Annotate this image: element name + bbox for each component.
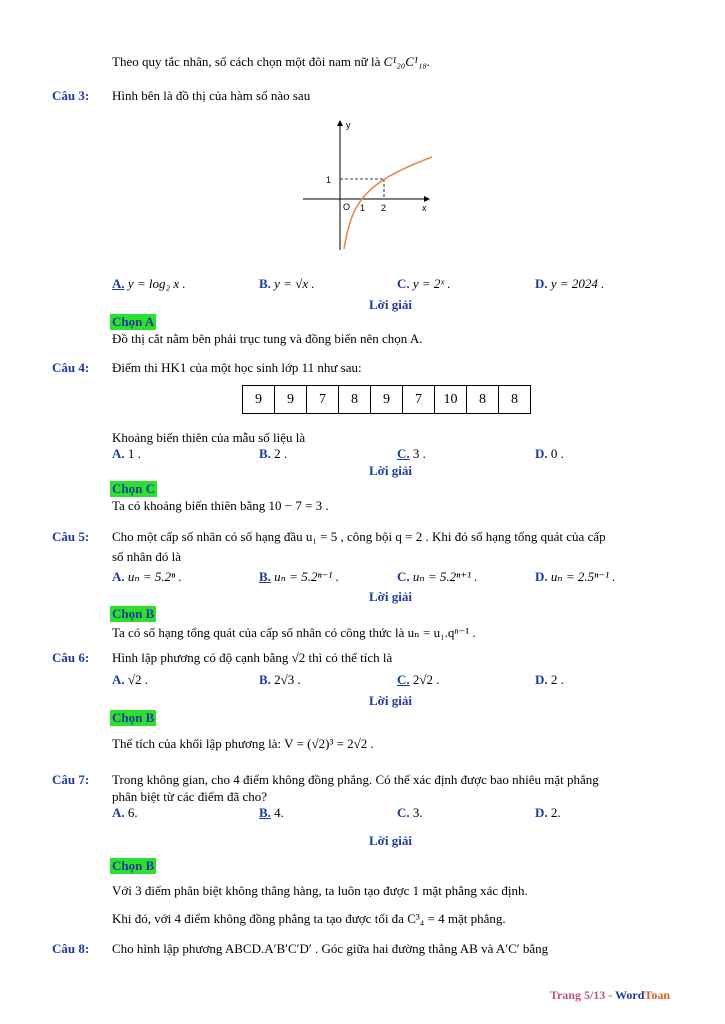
q6-solution-title: Lời giải <box>369 693 412 708</box>
q3-option-d: D. y = 2024 . <box>535 276 605 291</box>
score-cell: 8 <box>499 386 531 414</box>
q5-text-line2: số nhân đó là <box>112 549 181 564</box>
x-axis-label: x <box>422 203 427 213</box>
q4-explanation: Ta có khoảng biến thiên bằng 10 − 7 = 3 . <box>112 498 329 513</box>
score-cell: 10 <box>435 386 467 414</box>
q5-label: Câu 5: <box>52 529 90 544</box>
q6-option-b: B. 2√3 . <box>259 672 301 687</box>
q3-answer: Chọn A <box>112 314 155 329</box>
score-cell: 7 <box>403 386 435 414</box>
q7-label: Câu 7: <box>52 772 90 787</box>
score-cell: 7 <box>307 386 339 414</box>
q5-answer: Chọn B <box>112 606 155 621</box>
q7-option-c: C. 3. <box>397 805 423 820</box>
q8-label: Câu 8: <box>52 941 90 956</box>
q5-solution-title: Lời giải <box>369 589 412 604</box>
q7-explanation-2: Khi đó, với 4 điểm không đồng phẳng ta tạo được tối đa C³₄ = 4 mặt phẳng. <box>112 911 506 926</box>
q4-answer: Chọn C <box>112 481 155 496</box>
q7-option-d: D. 2. <box>535 805 561 820</box>
q3-option-b: B. y = √x . <box>259 276 315 291</box>
q7-text-line1: Trong không gian, cho 4 điểm không đồng phẳng. Có thể xác định được bao nhiêu mặt phẳng <box>112 772 599 787</box>
q7-option-a: A. 6. <box>112 805 138 820</box>
q5-option-c: C. uₙ = 5.2ⁿ⁺¹ . <box>397 569 478 584</box>
q4-question: Khoảng biến thiên của mẫu số liệu là <box>112 430 306 445</box>
score-cell: 9 <box>275 386 307 414</box>
y-axis-label: y <box>346 120 351 130</box>
q6-option-c: C. 2√2 . <box>397 672 440 687</box>
q3-graph <box>298 115 438 255</box>
q8-text: Cho hình lập phương ABCD.A′B′C′D′ . Góc giữa hai đường thẳng AB và A′C′ bằng <box>112 941 549 956</box>
tick-x1-label: 1 <box>360 203 366 213</box>
q4-label: Câu 4: <box>52 360 90 375</box>
y-axis-arrow <box>337 120 343 126</box>
q6-text: Hình lập phương có độ cạnh bằng √2 thì có thể tích là <box>112 650 393 665</box>
intro-line <box>112 54 430 70</box>
q4-solution-title: Lời giải <box>369 463 412 478</box>
q3-text: Hình bên là đồ thị của hàm số nào sau <box>112 88 311 103</box>
q6-answer: Chọn B <box>112 710 155 725</box>
intro-formula: C¹₂₀C¹₁₈. <box>383 54 431 69</box>
q5-text-line1: Cho một cấp số nhân có số hạng đầu u₁ = 5 , công bội q = 2 . Khi đó số hạng tổng quát của cấp <box>112 529 606 544</box>
origin-label: O <box>343 202 351 212</box>
page-footer <box>550 988 670 1003</box>
q4-text: Điểm thi HK1 của một học sinh lớp 11 như sau: <box>112 360 362 375</box>
brand-word: Word <box>615 988 645 1002</box>
q6-label: Câu 6: <box>52 650 90 665</box>
q7-answer: Chọn B <box>112 858 155 873</box>
q3-option-a: A. y = log₂ x . <box>112 276 186 291</box>
q6-option-a: A. √2 . <box>112 672 149 687</box>
q7-explanation-1: Với 3 điểm phân biệt không thẳng hàng, ta luôn tạo được 1 mặt phẳng xác định. <box>112 883 528 898</box>
log-curve <box>344 157 432 249</box>
q7-option-b: B. 4. <box>259 805 284 820</box>
q3-option-c: C. y = 2ˣ . <box>397 276 451 291</box>
score-cell: 9 <box>371 386 403 414</box>
tick-x2-label: 2 <box>381 203 387 213</box>
q5-explanation: Ta có số hạng tổng quát của cấp số nhân có công thức là uₙ = u₁.qⁿ⁻¹ . <box>112 625 476 640</box>
score-cell: 9 <box>243 386 275 414</box>
q7-text-line2: phân biệt từ các điểm đã cho? <box>112 789 268 804</box>
tick-y1-label: 1 <box>326 175 332 185</box>
q5-option-a: A. uₙ = 5.2ⁿ . <box>112 569 182 584</box>
q4-option-b: B. 2 . <box>259 446 288 461</box>
q6-explanation: Thể tích của khối lập phương là: V = (√2)³ = 2√2 . <box>112 736 374 751</box>
table-row <box>243 386 531 414</box>
q5-option-b: B. uₙ = 5.2ⁿ⁻¹ . <box>259 569 339 584</box>
q7-solution-title: Lời giải <box>369 833 412 848</box>
x-axis-arrow <box>424 196 430 202</box>
score-cell: 8 <box>339 386 371 414</box>
q4-option-c: C. 3 . <box>397 446 426 461</box>
q3-explanation: Đồ thị cắt nằm bên phải trục tung và đồng biến nên chọn A. <box>112 331 423 346</box>
q3-label: Câu 3: <box>52 88 90 103</box>
q6-option-d: D. 2 . <box>535 672 564 687</box>
q5-option-d: D. uₙ = 2.5ⁿ⁻¹ . <box>535 569 616 584</box>
q4-option-d: D. 0 . <box>535 446 564 461</box>
page-number: Trang 5/13 - <box>549 988 613 1002</box>
brand-toan: Toan <box>644 988 670 1002</box>
intro-text: Theo quy tắc nhân, số cách chọn một đôi nam nữ là <box>112 54 381 69</box>
q3-solution-title: Lời giải <box>369 297 412 312</box>
q4-score-table <box>242 385 531 414</box>
q4-option-a: A. 1 . <box>112 446 141 461</box>
score-cell: 8 <box>467 386 499 414</box>
